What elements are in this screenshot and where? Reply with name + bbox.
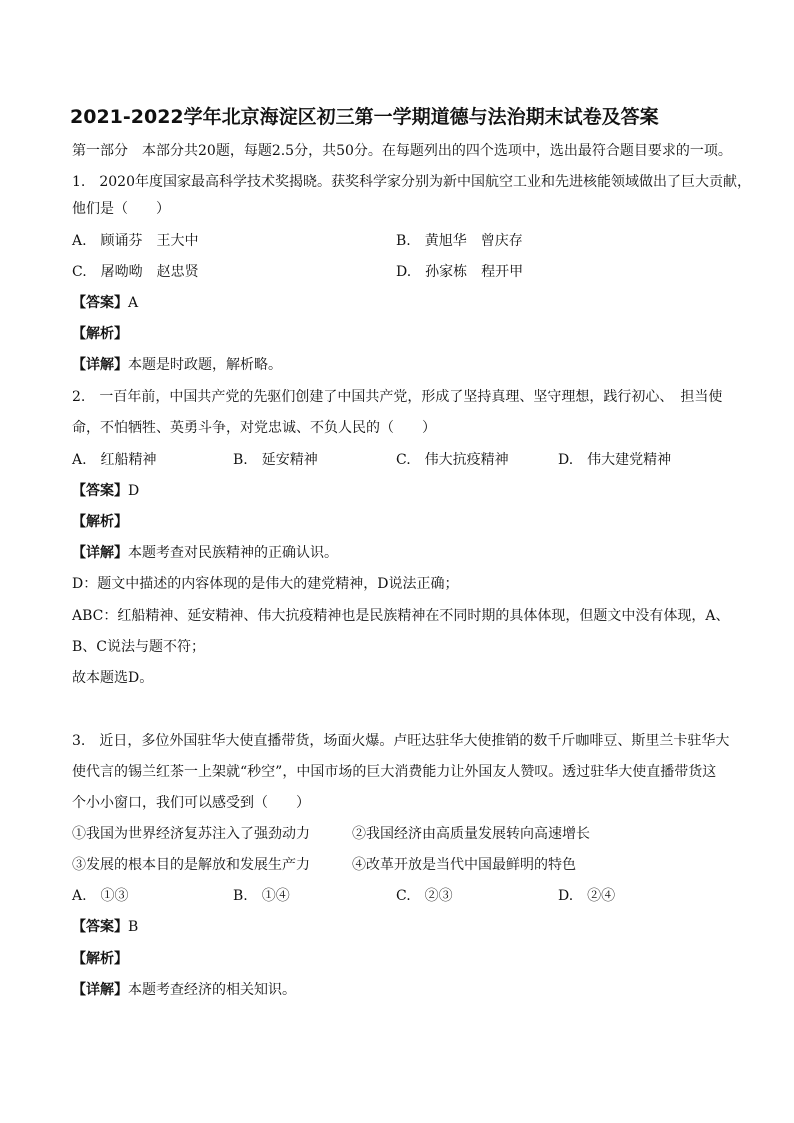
q3-analysis-label: 【解析】: [72, 951, 128, 967]
q3-detail-label: 【详解】: [72, 982, 128, 998]
q3-stem-line2: 使代言的锡兰红茶一上架就“秒空”，中国市场的巨大消费能力让外国友人赞叹。透过驻华大使直播带货这: [72, 764, 717, 780]
q2-detail: [72, 543, 338, 563]
q1-detail: [72, 355, 282, 375]
q3-option-a: A. ①③: [72, 888, 129, 904]
q3-statement-4: ④改革开放是当代中国最鲜明的特色: [352, 857, 576, 873]
q1-option-b: B. 黄旭华 曾庆存: [396, 233, 523, 249]
q3-stem-line1: 3. 近日，多位外国驻华大使直播带货，场面火爆。卢旺达驻华大使推销的数千斤咖啡豆、斯里兰卡驻华大: [72, 733, 730, 749]
q2-option-d: D. 伟大建党精神: [558, 452, 672, 468]
q3-option-b: B. ①④: [233, 888, 290, 904]
q2-answer: [72, 481, 139, 501]
q3-analysis: [72, 949, 128, 969]
q2-option-b: B. 延安精神: [233, 452, 318, 468]
q1-stem-line2: 他们是（ ）: [72, 201, 170, 217]
q3-answer-value: B: [128, 919, 139, 935]
q1-option-c: C. 屠呦呦 赵忠贤: [72, 264, 199, 280]
q3-statement-2: ②我国经济由高质量发展转向高速增长: [352, 826, 590, 842]
q3-detail: [72, 980, 296, 1000]
q1-option-d: D. 孙家栋 程开甲: [396, 264, 524, 280]
q3-answer-label: 【答案】: [72, 919, 128, 935]
q3-stem-line3: 个小小窗口，我们可以感受到（ ）: [72, 795, 310, 811]
q2-detail-label: 【详解】: [72, 545, 128, 561]
q3-statement-1: ①我国为世界经济复苏注入了强劲动力: [72, 826, 310, 842]
q2-stem-line2: 命，不怕牺牲、英勇斗争，对党忠诚、不负人民的（ ）: [72, 420, 436, 436]
q2-option-a: A. 红船精神: [72, 452, 157, 468]
q2-explain-line2: ABC：红船精神、延安精神、伟大抗疫精神也是民族精神在不同时期的具体体现，但题文中没有体现，A、: [72, 608, 730, 624]
q1-detail-text: 本题是时政题，解析略。: [128, 357, 282, 373]
q1-answer-label: 【答案】: [72, 295, 128, 311]
q2-answer-label: 【答案】: [72, 483, 128, 499]
q3-statement-3: ③发展的根本目的是解放和发展生产力: [72, 857, 310, 873]
q1-option-a: A. 顾诵芬 王大中: [72, 233, 199, 249]
q1-detail-label: 【详解】: [72, 357, 128, 373]
q2-explain-line1: D：题文中描述的内容体现的是伟大的建党精神，D说法正确；: [72, 576, 459, 592]
q2-analysis-label: 【解析】: [72, 514, 128, 530]
q2-option-c: C. 伟大抗疫精神: [396, 452, 509, 468]
page-title: 2021-2022学年北京海淀区初三第一学期道德与法治期末试卷及答案: [70, 106, 659, 128]
q1-answer: [72, 293, 138, 313]
q2-analysis: [72, 512, 128, 532]
q2-stem-line1: 2. 一百年前，中国共产党的先驱们创建了中国共产党，形成了坚持真理、坚守理想，践行初心、 担当使: [72, 389, 723, 405]
q1-stem-line1: 1. 2020年度国家最高科学技术奖揭晓。获奖科学家分别为新中国航空工业和先进核能领域做出了巨大贡献，: [72, 174, 751, 190]
q2-detail-text: 本题考查对民族精神的正确认识。: [128, 545, 338, 561]
q3-option-d: D. ②④: [558, 888, 616, 904]
q3-option-c: C. ②③: [396, 888, 453, 904]
q2-conclusion: 故本题选D。: [72, 670, 154, 686]
q3-answer: [72, 917, 138, 937]
q2-answer-value: D: [128, 483, 140, 499]
part-intro: 第一部分 本部分共20题，每题2.5分，共50分。在每题列出的四个选项中，选出最符合题目要求的一项。: [72, 143, 732, 159]
q1-answer-value: A: [128, 295, 139, 311]
q2-explain-line3: B、C说法与题不符；: [72, 639, 205, 655]
q1-analysis: [72, 324, 128, 344]
q3-detail-text: 本题考查经济的相关知识。: [128, 982, 296, 998]
q1-analysis-label: 【解析】: [72, 326, 128, 342]
